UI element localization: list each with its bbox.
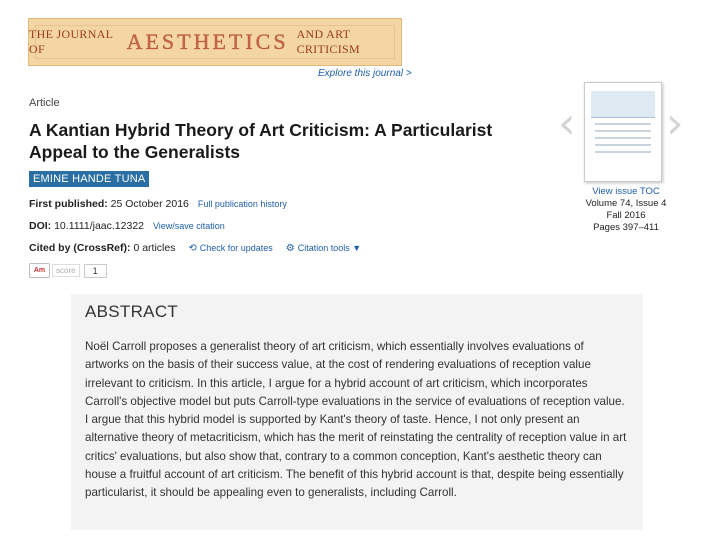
abstract-heading: ABSTRACT — [85, 302, 179, 321]
view-issue-toc-link[interactable]: View issue TOC — [592, 186, 660, 197]
cited-by-row — [29, 242, 361, 254]
cover-masthead — [591, 91, 655, 118]
cover-line — [595, 151, 651, 153]
journal-name-prefix: THE JOURNAL OF — [29, 27, 113, 56]
cover-line — [595, 130, 651, 132]
journal-name-suffix: AND ART CRITICISM — [296, 27, 360, 56]
view-save-citation-link[interactable]: View/save citation — [152, 221, 225, 231]
gear-icon: ⚙ — [285, 243, 295, 254]
issue-pages: Pages 397–411 — [593, 222, 659, 233]
abstract-panel — [71, 294, 643, 530]
issue-volume: Volume 74, Issue 4 — [585, 198, 667, 209]
journal-name-main: AESTHETICS — [126, 29, 289, 54]
first-published-value: 25 October 2016 — [110, 198, 189, 210]
citation-tools-label: Citation tools ▼ — [297, 243, 362, 253]
altmetric-label: score — [52, 264, 80, 277]
cover-line — [595, 123, 651, 125]
altmetric-widget[interactable] — [29, 263, 107, 278]
journal-banner[interactable] — [28, 18, 402, 66]
chevron-left-icon[interactable]: ‹ — [558, 98, 576, 149]
doi-value: 10.1111/jaac.12322 — [54, 220, 145, 232]
refresh-icon: ⟲ — [188, 243, 197, 254]
chevron-right-icon[interactable]: › — [666, 98, 684, 149]
cover-line — [595, 137, 651, 139]
altmetric-icon: Am — [29, 263, 50, 278]
issue-cover-thumbnail[interactable] — [584, 82, 662, 182]
issue-info — [580, 186, 672, 234]
citation-tools-button[interactable] — [286, 243, 361, 253]
article-title: A Kantian Hybrid Theory of Art Criticism: A Particularist Appeal to the Generalists — [29, 120, 493, 162]
author-link[interactable]: EMINE HANDE TUNA — [29, 171, 149, 187]
altmetric-score: 1 — [84, 264, 107, 278]
doi-row — [29, 220, 225, 232]
cited-by-value: 0 articles — [133, 242, 176, 254]
cited-by-label: Cited by (CrossRef): — [29, 242, 131, 254]
full-history-link[interactable]: Full publication history — [197, 199, 287, 209]
abstract-text: Noël Carroll proposes a generalist theory of art criticism, which essentially involves evaluations of artworks on the basis of their success value, at the cost of rendering evaluations of reception value irrelevant to criticism. In this article, I argue for a hybrid account of art criticism, which incorporates Carroll's objective model but puts Carroll-type evaluations in the service of evaluations of reception value. I argue that this hybrid model is supported by Kant's theory of taste. Hence, I not only present an alternative theory of metacriticism, which has the merit of reinstating the centrality of reception value in art critics' evaluations, but also show that, contrary to a common conception, Kant's aesthetic theory can house a fruitful account of art criticism. The benefit of this hybrid account is that, despite being essentially particularist, it should be appealing even to generalists, including Carroll. — [85, 340, 627, 500]
issue-season: Fall 2016 — [606, 210, 646, 221]
first-published-label: First published: — [29, 198, 108, 210]
cover-line — [595, 144, 651, 146]
article-type: Article — [29, 97, 60, 109]
explore-journal-link[interactable]: Explore this journal > — [318, 68, 412, 79]
check-updates-button[interactable] — [188, 243, 272, 253]
first-published-row — [29, 198, 287, 210]
doi-label: DOI: — [29, 220, 52, 232]
check-updates-label: Check for updates — [199, 243, 273, 253]
